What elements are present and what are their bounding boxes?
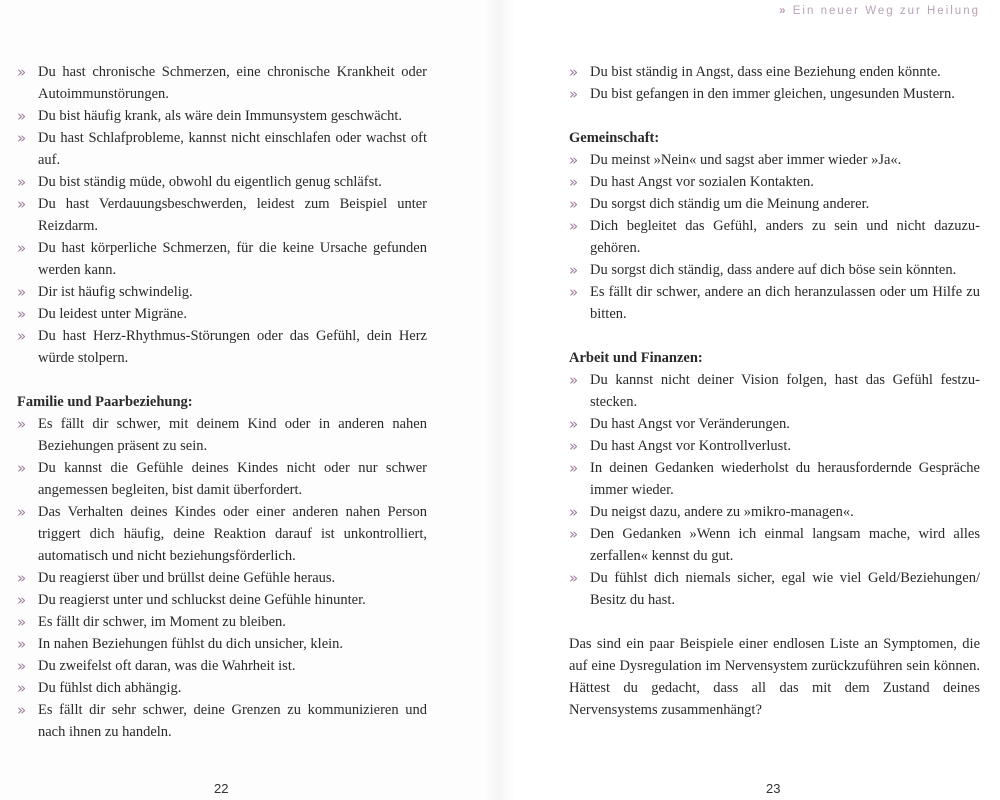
bullet-chevron-icon: » — [17, 129, 27, 147]
list-item — [17, 61, 427, 105]
list-item-text: Du bist häufig krank, als wäre dein Immunsystem geschwächt. — [38, 108, 403, 124]
section-gap — [569, 105, 980, 127]
bullet-chevron-icon: » — [569, 415, 579, 433]
header-marker: » — [779, 5, 786, 17]
list-item-text: In nahen Beziehungen fühlst du dich unsicher, klein. — [38, 636, 344, 652]
list-item — [569, 457, 980, 501]
symptom-list — [569, 149, 980, 325]
page-number-left: 22 — [214, 781, 229, 796]
section — [569, 61, 980, 105]
list-item-text: Du leidest unter Migräne. — [38, 306, 187, 322]
bullet-chevron-icon: » — [17, 173, 27, 191]
bullet-chevron-icon: » — [569, 283, 579, 301]
section-heading: Arbeit und Finanzen: — [569, 350, 703, 366]
list-item-text: Du hast Schlafprobleme, kannst nicht einschlafen oder wachst oft auf. — [38, 130, 427, 168]
list-item — [17, 677, 427, 699]
list-item-text: Du kannst nicht deiner Vision folgen, hast das Gefühl festzustecken. — [590, 372, 980, 410]
section — [17, 391, 427, 743]
bullet-chevron-icon: » — [569, 173, 579, 191]
bullet-chevron-icon: » — [17, 305, 27, 323]
list-item-text: Du hast Angst vor sozialen Kontakten. — [590, 174, 814, 190]
list-item — [569, 523, 980, 567]
section-heading: Gemeinschaft: — [569, 130, 660, 146]
bullet-chevron-icon: » — [17, 107, 27, 125]
bullet-chevron-icon: » — [17, 195, 27, 213]
section — [17, 61, 427, 369]
bullet-chevron-icon: » — [17, 613, 27, 631]
list-item-text: Du kannst die Gefühle deines Kindes nicht oder nur schwer angemessen begleiten, bist damit überfordert. — [38, 460, 427, 498]
list-item — [17, 633, 427, 655]
section — [569, 347, 980, 611]
bullet-chevron-icon: » — [17, 701, 27, 719]
list-item — [17, 303, 427, 325]
list-item-text: Es fällt dir schwer, andere an dich heranzulassen oder um Hilfe zu bitten. — [590, 284, 980, 322]
right-column — [569, 61, 980, 721]
bullet-chevron-icon: » — [17, 503, 27, 521]
bullet-chevron-icon: » — [17, 459, 27, 477]
list-item-text: Du neigst dazu, andere zu »mikro-managen«. — [590, 504, 854, 520]
bullet-chevron-icon: » — [17, 327, 27, 345]
list-item-text: Du zweifelst oft daran, was die Wahrheit ist. — [38, 658, 296, 674]
list-item — [17, 171, 427, 193]
list-item — [569, 435, 980, 457]
list-item-text: Du hast körperliche Schmerzen, für die keine Ursache gefunden werden kann. — [38, 240, 427, 278]
bullet-chevron-icon: » — [569, 569, 579, 587]
list-item — [17, 501, 427, 567]
list-item-text: Den Gedanken »Wenn ich einmal langsam mache, wird alles zerfallen« kennst du gut. — [590, 526, 980, 564]
list-item — [569, 259, 980, 281]
list-item — [569, 501, 980, 523]
list-item-text: Es fällt dir schwer, im Moment zu bleiben. — [38, 614, 286, 630]
list-item-text: Du sorgst dich ständig, dass andere auf dich böse sein könnten. — [590, 262, 957, 278]
list-item — [17, 127, 427, 171]
list-item — [17, 589, 427, 611]
section-heading: Familie und Paarbeziehung: — [17, 394, 193, 410]
bullet-chevron-icon: » — [569, 85, 579, 103]
bullet-chevron-icon: » — [569, 525, 579, 543]
list-item — [569, 281, 980, 325]
list-item — [569, 215, 980, 259]
list-item — [569, 171, 980, 193]
list-item-text: Du hast Angst vor Kontrollverlust. — [590, 438, 791, 454]
section — [569, 127, 980, 325]
bullet-chevron-icon: » — [569, 503, 579, 521]
bullet-chevron-icon: » — [569, 217, 579, 235]
list-item-text: Du fühlst dich abhängig. — [38, 680, 182, 696]
section-gap — [17, 369, 427, 391]
list-item-text: Du hast Verdauungsbeschwerden, leidest zum Beispiel unter Reizdarm. — [38, 196, 427, 234]
list-item — [17, 457, 427, 501]
bullet-chevron-icon: » — [17, 63, 27, 81]
bullet-chevron-icon: » — [17, 635, 27, 653]
list-item-text: Es fällt dir schwer, mit deinem Kind oder in anderen nahen Beziehungen präsent zu sein. — [38, 416, 427, 454]
list-item-text: Du meinst »Nein« und sagst aber immer wieder »Ja«. — [590, 152, 902, 168]
bullet-chevron-icon: » — [17, 569, 27, 587]
bullet-chevron-icon: » — [569, 437, 579, 455]
list-item — [569, 413, 980, 435]
list-item — [17, 325, 427, 369]
list-item-text: Du bist ständig müde, obwohl du eigentlich genug schläfst. — [38, 174, 382, 190]
list-item-text: Du hast Angst vor Veränderungen. — [590, 416, 790, 432]
page-number-right: 23 — [766, 781, 781, 796]
bullet-chevron-icon: » — [17, 591, 27, 609]
list-item-text: Du bist ständig in Angst, dass eine Beziehung enden könnte. — [590, 64, 941, 80]
bullet-chevron-icon: » — [569, 371, 579, 389]
bullet-chevron-icon: » — [17, 657, 27, 675]
symptom-list — [17, 413, 427, 743]
symptom-list — [17, 61, 427, 369]
bullet-chevron-icon: » — [17, 679, 27, 697]
list-item — [569, 369, 980, 413]
list-item — [569, 149, 980, 171]
closing-paragraph: Das sind ein paar Beispiele einer endlosen Liste an Symptomen, die auf eine Dysregulation im Nervensystem zurückzuführen sein können. Hättest du gedacht, dass all das mit dem Zustand deines Nervensystems zusammenhängt? — [569, 636, 980, 718]
running-header — [779, 5, 980, 17]
left-column — [17, 61, 427, 743]
symptom-list — [569, 61, 980, 105]
bullet-chevron-icon: » — [17, 283, 27, 301]
list-item — [17, 655, 427, 677]
bullet-chevron-icon: » — [17, 415, 27, 433]
list-item — [17, 413, 427, 457]
list-item-text: Du sorgst dich ständig um die Meinung anderer. — [590, 196, 870, 212]
running-title: Ein neuer Weg zur Heilung — [792, 5, 980, 17]
list-item — [17, 105, 427, 127]
list-item-text: Du hast chronische Schmerzen, eine chronische Krankheit oder Autoimmunstörungen. — [38, 64, 427, 102]
list-item-text: Du fühlst dich niemals sicher, egal wie viel Geld/Beziehungen/ Besitz du hast. — [590, 570, 980, 608]
list-item-text: Du hast Herz-Rhythmus-Störungen oder das Gefühl, dein Herz würde stolpern. — [38, 328, 427, 366]
bullet-chevron-icon: » — [17, 239, 27, 257]
list-item — [17, 699, 427, 743]
bullet-chevron-icon: » — [569, 63, 579, 81]
list-item-text: Es fällt dir sehr schwer, deine Grenzen zu kommunizieren und nach ihnen zu handeln. — [38, 702, 427, 740]
book-gutter — [484, 0, 516, 800]
bullet-chevron-icon: » — [569, 459, 579, 477]
list-item-text: Das Verhalten deines Kindes oder einer anderen nahen Person triggert dich häufig, deine Reaktion darauf ist unkontrolliert, automatisch und nicht beziehungsförderlich. — [38, 504, 427, 564]
symptom-list — [569, 369, 980, 611]
list-item-text: Dir ist häufig schwindelig. — [38, 284, 193, 300]
list-item — [569, 61, 980, 83]
bullet-chevron-icon: » — [569, 151, 579, 169]
list-item — [17, 611, 427, 633]
bullet-chevron-icon: » — [569, 195, 579, 213]
list-item — [17, 567, 427, 589]
list-item — [569, 567, 980, 611]
list-item — [569, 193, 980, 215]
list-item — [17, 281, 427, 303]
list-item-text: In deinen Gedanken wiederholst du herausfordernde Gespräche immer wieder. — [590, 460, 980, 498]
list-item-text: Du bist gefangen in den immer gleichen, ungesunden Mustern. — [590, 86, 955, 102]
list-item — [17, 237, 427, 281]
list-item-text: Du reagierst über und brüllst deine Gefühle heraus. — [38, 570, 336, 586]
list-item-text: Dich begleitet das Gefühl, anders zu sein und nicht dazuzugehören. — [590, 218, 980, 256]
section-gap — [569, 325, 980, 347]
list-item — [17, 193, 427, 237]
list-item — [569, 83, 980, 105]
list-item-text: Du reagierst unter und schluckst deine Gefühle hinunter. — [38, 592, 366, 608]
section-gap — [569, 611, 980, 633]
bullet-chevron-icon: » — [569, 261, 579, 279]
